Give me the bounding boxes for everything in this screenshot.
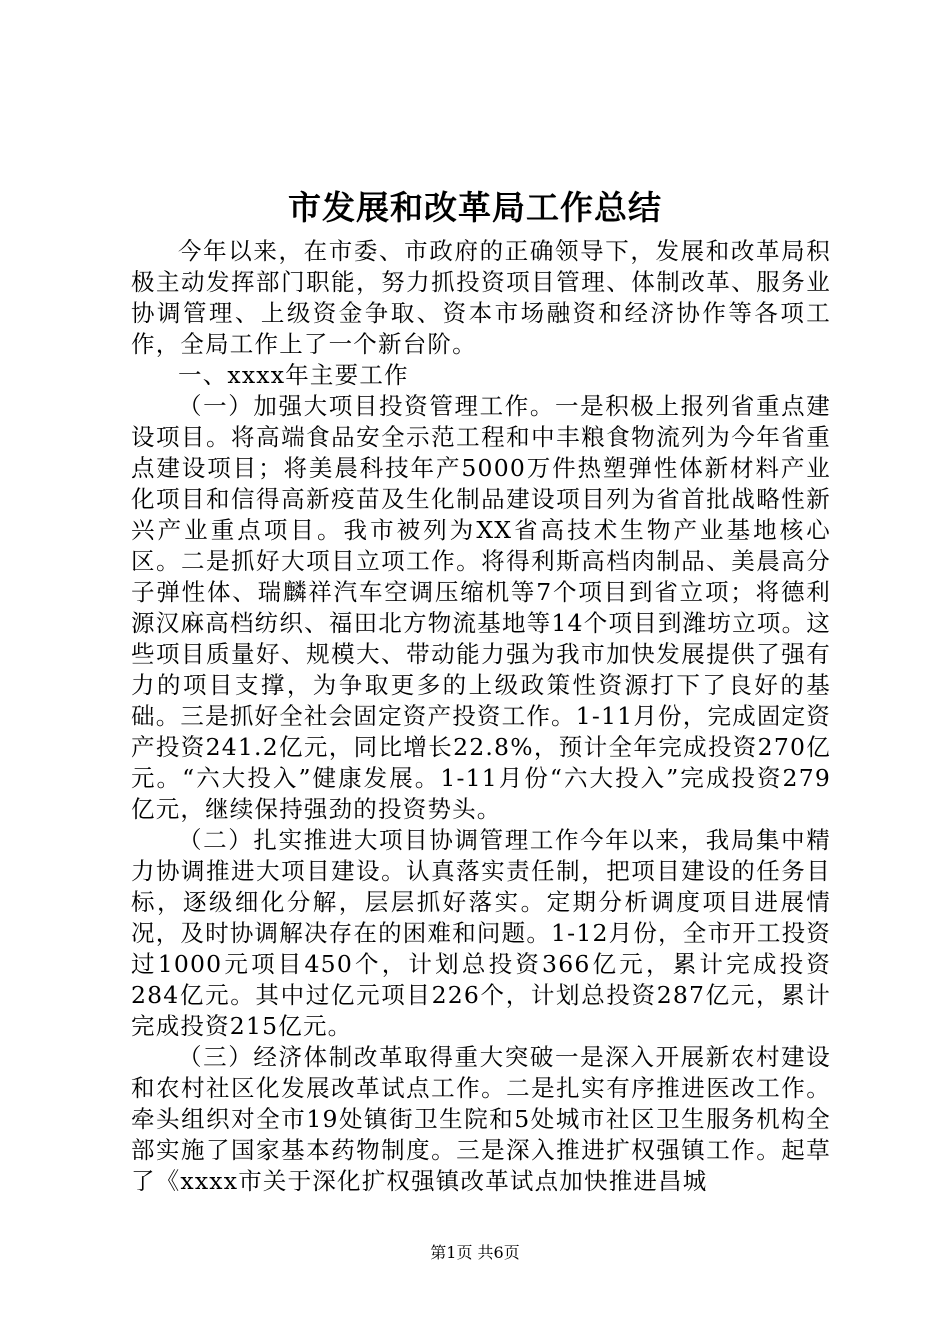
paragraph-intro: 今年以来，在市委、市政府的正确领导下，发展和改革局积极主动发挥部门职能，努力抓投资项目管理、体制改革、服务业协调管理、上级资金争取、资本市场融资和经济协作等各项工作，全局工作上了一个新台阶。 bbox=[131, 237, 831, 358]
document-body bbox=[131, 236, 831, 1197]
document-title: 市发展和改革局工作总结 bbox=[288, 188, 662, 227]
paragraph-item-3: （三）经济体制改革取得重大突破一是深入开展新农村建设和农村社区化发展改革试点工作。二是扎实有序推进医改工作。牵头组织对全市19处镇街卫生院和5处城市社区卫生服务机构全部实施了国家基本药物制度。三是深入推进扩权强镇工作。起草了《xxxx市关于深化扩权强镇改革试点加快推进昌城 bbox=[131, 1043, 831, 1195]
paragraph-item-1: （一）加强大项目投资管理工作。一是积极上报列省重点建设项目。将高端食品安全示范工程和中丰粮食物流列为今年省重点建设项目；将美晨科技年产5000万件热塑弹性体新材料产业化项目和信得高新疫苗及生化制品建设项目列为省首批战略性新兴产业重点项目。我市被列为XX省高技术生物产业基地核心区。二是抓好大项目立项工作。将得利斯高档肉制品、美晨高分子弹性体、瑞麟祥汽车空调压缩机等7个项目到省立项；将德利源汉麻高档纺织、福田北方物流基地等14个项目到潍坊立项。这些项目质量好、规模大、带动能力强为我市加快发展提供了强有力的项目支撑，为争取更多的上级政策性资源打下了良好的基础。三是抓好全社会固定资产投资工作。1-11月份，完成固定资产投资241.2亿元，同比增长22.8%，预计全年完成投资270亿元。“六大投入”健康发展。1-11月份“六大投入”完成投资279亿元，继续保持强劲的投资势头。 bbox=[131, 392, 831, 823]
section-heading: 一、xxxx年主要工作 bbox=[178, 361, 409, 389]
page-footer: 第1页 共6页 bbox=[430, 1243, 520, 1262]
paragraph-item-2: （二）扎实推进大项目协调管理工作今年以来，我局集中精力协调推进大项目建设。认真落实责任制，把项目建设的任务目标，逐级细化分解，层层抓好落实。定期分析调度项目进展情况，及时协调解决存在的困难和问题。1-12月份，全市开工投资过1000元项目450个，计划总投资366亿元，累计完成投资284亿元。其中过亿元项目226个，计划总投资287亿元，累计完成投资215亿元。 bbox=[131, 826, 831, 1040]
